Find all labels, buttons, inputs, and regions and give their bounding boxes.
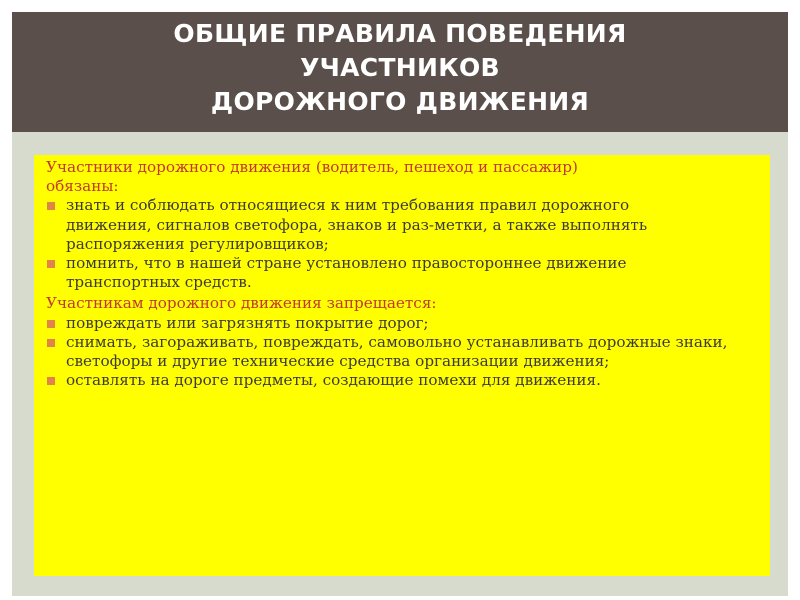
list-item	[46, 371, 656, 390]
list-item-text: знать и соблюдать относящиеся к ним требования правил дорожного движения, сигналов светофора, знаков и раз-метки, а также выполнять распоряжения регулировщиков;	[66, 196, 648, 253]
prohibitions-list	[46, 314, 764, 391]
list-item-text: помнить, что в нашей стране установлено правостороннее движение транспортных средств.	[66, 254, 627, 292]
list-item-text: оставлять на дороге предметы, создающие помехи для движения.	[66, 371, 601, 390]
title-line: УЧАСТНИКОВ	[300, 53, 500, 82]
square-bullet-icon	[47, 260, 55, 268]
list-item-text: снимать, загораживать, повреждать, самовольно устанавливать дорожные знаки, светофоры и другие технические средства организации движения;	[66, 332, 728, 371]
title-line: ДОРОЖНОГО ДВИЖЕНИЯ	[210, 87, 590, 116]
title-line: ОБЩИЕ ПРАВИЛА ПОВЕДЕНИЯ	[173, 19, 627, 48]
section-heading-prohibitions: Участникам дорожного движения запрещается:	[46, 294, 437, 313]
list-item	[46, 196, 656, 254]
section-heading-obligations: Участники дорожного движения (водитель, пешеход и пассажир) обязаны:	[46, 158, 578, 196]
square-bullet-icon	[47, 339, 55, 347]
content-text	[46, 158, 764, 390]
square-bullet-icon	[47, 320, 55, 328]
square-bullet-icon	[47, 202, 55, 210]
square-bullet-icon	[47, 377, 55, 385]
list-item	[46, 254, 676, 292]
list-item	[46, 314, 764, 333]
slide-title	[12, 17, 788, 119]
list-item-text: повреждать или загрязнять покрытие дорог;	[66, 313, 429, 332]
obligations-list	[46, 196, 764, 292]
list-item	[46, 333, 756, 371]
